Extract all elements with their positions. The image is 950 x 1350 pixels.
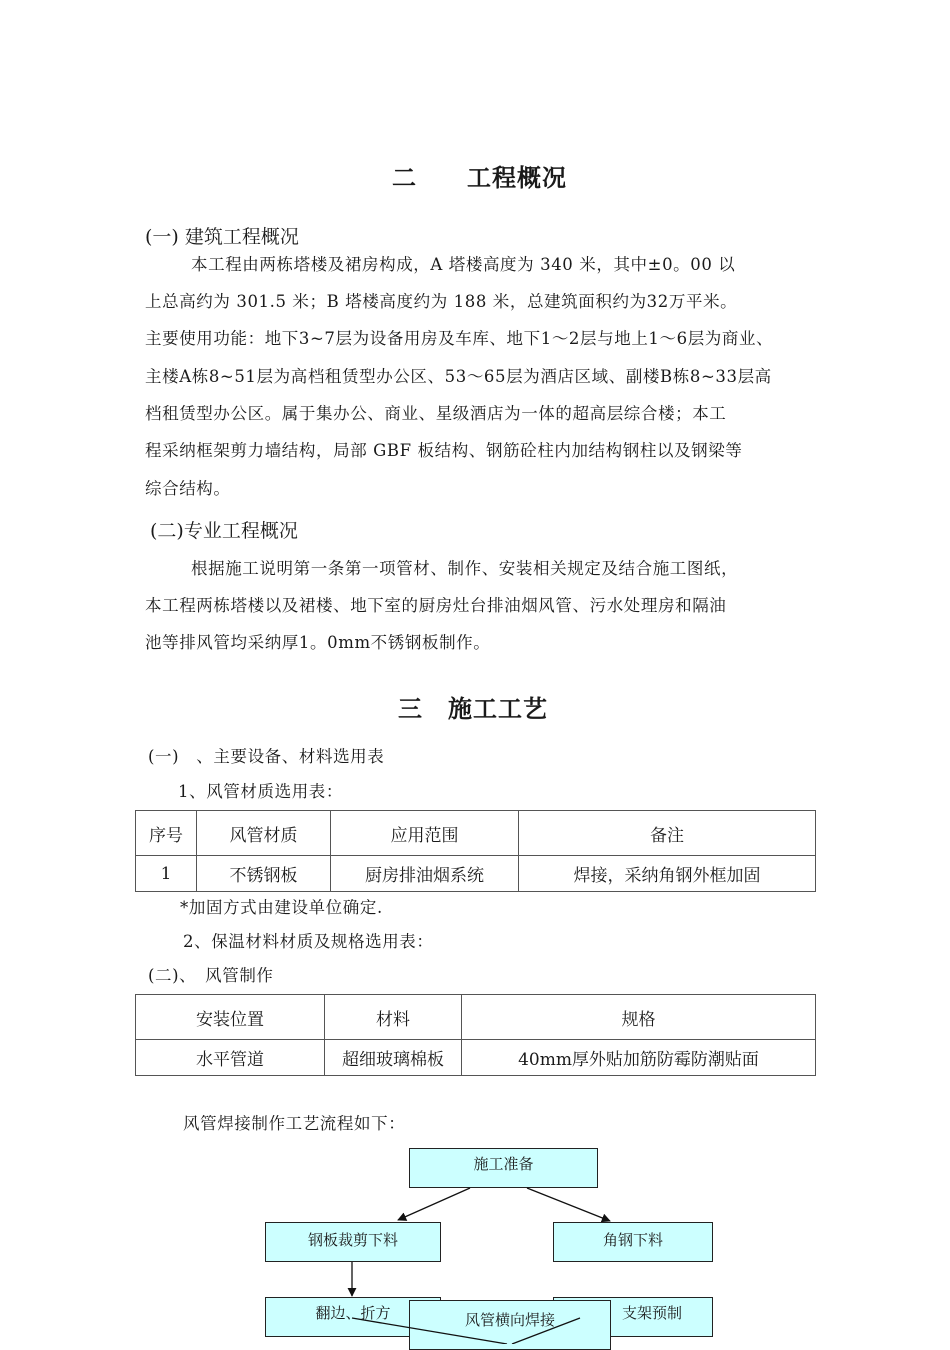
table-cell: 1 — [136, 856, 197, 892]
paragraph-line: 程采纳框架剪力墙结构，局部 GBF 板结构、钢筋砼柱内加结构钢柱以及钢梁等 — [145, 441, 743, 460]
table-cell: 水平管道 — [136, 1040, 325, 1076]
flow-node-angle-cut: 角钢下料 — [553, 1222, 713, 1262]
section-3-subheading-2: (二)、 风管制作 — [148, 966, 274, 985]
table-header-cell: 材料 — [325, 995, 462, 1040]
table-cell: 厨房排油烟系统 — [331, 856, 519, 892]
section-2-subheading-2: (二)专业工程概况 — [150, 520, 298, 542]
table-header-cell: 应用范围 — [331, 811, 519, 856]
flow-node-weld: 风管横向焊接 — [409, 1300, 611, 1350]
table-header-cell: 安装位置 — [136, 995, 325, 1040]
paragraph-line: 池等排风管均采纳厚1。0mm不锈钢板制作。 — [145, 633, 491, 652]
table-cell: 焊接，采纳角钢外框加固 — [519, 856, 816, 892]
arrow-flange-to-weld — [352, 1318, 507, 1344]
paragraph-line: 上总高约为 301.5 米；B 塔楼高度约为 188 米，总建筑面积约为32万平米。 — [145, 292, 738, 311]
paragraph-line: 主楼A栋8~51层为高档租赁型办公区、53～65层为酒店区域、副楼B栋8~33层高 — [145, 367, 772, 386]
paragraph-line: 综合结构。 — [145, 479, 231, 498]
list-item-insulation-material: 2、保温材料材质及规格选用表： — [183, 932, 434, 951]
flow-node-prep: 施工准备 — [409, 1148, 598, 1188]
flow-node-flange: 翻边、折方 — [265, 1297, 441, 1337]
table-header-cell: 备注 — [519, 811, 816, 856]
arrow-prep-to-angle — [527, 1188, 610, 1221]
paragraph-line: 本工程由两栋塔楼及裙房构成，A 塔楼高度为 340 米，其中±0。00 以 — [191, 255, 736, 274]
table-cell: 40mm厚外贴加筋防霉防潮贴面 — [462, 1040, 816, 1076]
flow-node-plate-cut: 钢板裁剪下料 — [265, 1222, 441, 1262]
paragraph-line: 本工程两栋塔楼以及裙楼、地下室的厨房灶台排油烟风管、污水处理房和隔油 — [145, 596, 727, 615]
section-2-title: 二 工程概况 — [392, 163, 567, 192]
paragraph-line: 档租赁型办公区。属于集办公、商业、星级酒店为一体的超高层综合楼；本工 — [145, 404, 727, 423]
flowchart-intro: 风管焊接制作工艺流程如下： — [183, 1114, 406, 1133]
section-3-title: 三 施工工艺 — [398, 694, 548, 723]
paragraph-line: 根据施工说明第一条第一项管材、制作、安装相关规定及结合施工图纸， — [191, 559, 739, 578]
section-3-subheading-1: (一) 、主要设备、材料选用表 — [148, 747, 385, 766]
table-note: *加固方式由建设单位确定. — [180, 898, 383, 917]
table-header-cell: 序号 — [136, 811, 197, 856]
table-cell: 超细玻璃棉板 — [325, 1040, 462, 1076]
paragraph-line: 主要使用功能：地下3~7层为设备用房及车库、地下1～2层与地上1～6层为商业、 — [145, 329, 774, 348]
table-header-cell: 规格 — [462, 995, 816, 1040]
arrow-prep-to-plate — [398, 1188, 470, 1220]
table-header-cell: 风管材质 — [197, 811, 331, 856]
list-item-duct-material: 1、风管材质选用表： — [178, 782, 343, 801]
flow-node-bracket: 支架预制 — [553, 1297, 713, 1337]
arrow-bracket-to-weld — [512, 1318, 580, 1344]
section-2-subheading-1: (一) 建筑工程概况 — [145, 226, 299, 248]
table-cell: 不锈钢板 — [197, 856, 331, 892]
